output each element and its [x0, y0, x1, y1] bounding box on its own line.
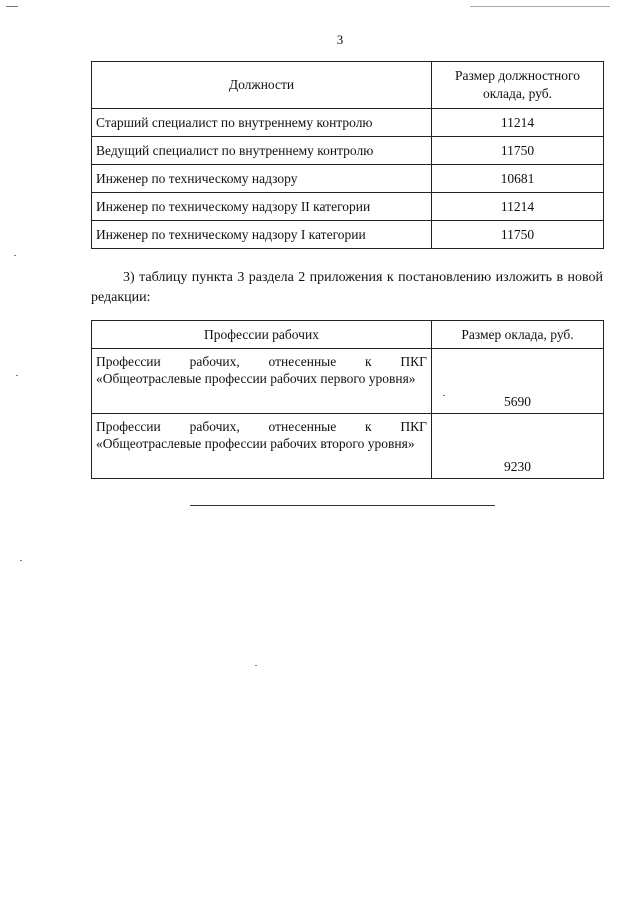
scan-speck — [20, 560, 22, 561]
scan-speck — [443, 395, 445, 396]
salary-value: 11750 — [432, 137, 604, 165]
scan-speck — [14, 255, 16, 256]
header-positions: Должности — [92, 62, 432, 109]
table-row — [92, 137, 604, 165]
table-row — [92, 349, 604, 414]
position-name: Ведущий специалист по внутреннему контролю — [92, 137, 432, 165]
profession-group-name: Профессии рабочих, отнесенные к ПКГ «Общеотраслевые профессии рабочих второго уровня» — [92, 414, 432, 479]
table-row — [92, 165, 604, 193]
position-name: Старший специалист по внутреннему контролю — [92, 109, 432, 137]
table-row — [92, 414, 604, 479]
position-name: Инженер по техническому надзору — [92, 165, 432, 193]
salary-value: 5690 — [432, 349, 604, 414]
table-header-row — [92, 321, 604, 349]
table-row — [92, 193, 604, 221]
position-name: Инженер по техническому надзору I категории — [92, 221, 432, 249]
header-professions: Профессии рабочих — [92, 321, 432, 349]
header-salary: Размер должностного оклада, руб. — [432, 62, 604, 109]
amendment-paragraph: 3) таблицу пункта 3 раздела 2 приложения к постановлению изложить в новой редакции: — [91, 270, 603, 305]
scan-speck — [6, 6, 18, 7]
positions-salary-table — [91, 61, 604, 249]
table-row — [92, 221, 604, 249]
salary-value: 11214 — [432, 193, 604, 221]
salary-value: 10681 — [432, 165, 604, 193]
header-salary: Размер оклада, руб. — [432, 321, 604, 349]
position-name: Инженер по техническому надзору II категории — [92, 193, 432, 221]
end-divider-line — [190, 505, 495, 506]
workers-salary-table — [91, 320, 604, 479]
salary-value: 9230 — [432, 414, 604, 479]
scan-speck — [16, 375, 18, 376]
scan-speck — [470, 6, 610, 7]
profession-group-name: Профессии рабочих, отнесенные к ПКГ «Общеотраслевые профессии рабочих первого уровня» — [92, 349, 432, 414]
scan-speck — [255, 665, 257, 666]
page-number: 3 — [336, 32, 344, 47]
table-header-row — [92, 62, 604, 109]
salary-value: 11214 — [432, 109, 604, 137]
table-row — [92, 109, 604, 137]
salary-value: 11750 — [432, 221, 604, 249]
